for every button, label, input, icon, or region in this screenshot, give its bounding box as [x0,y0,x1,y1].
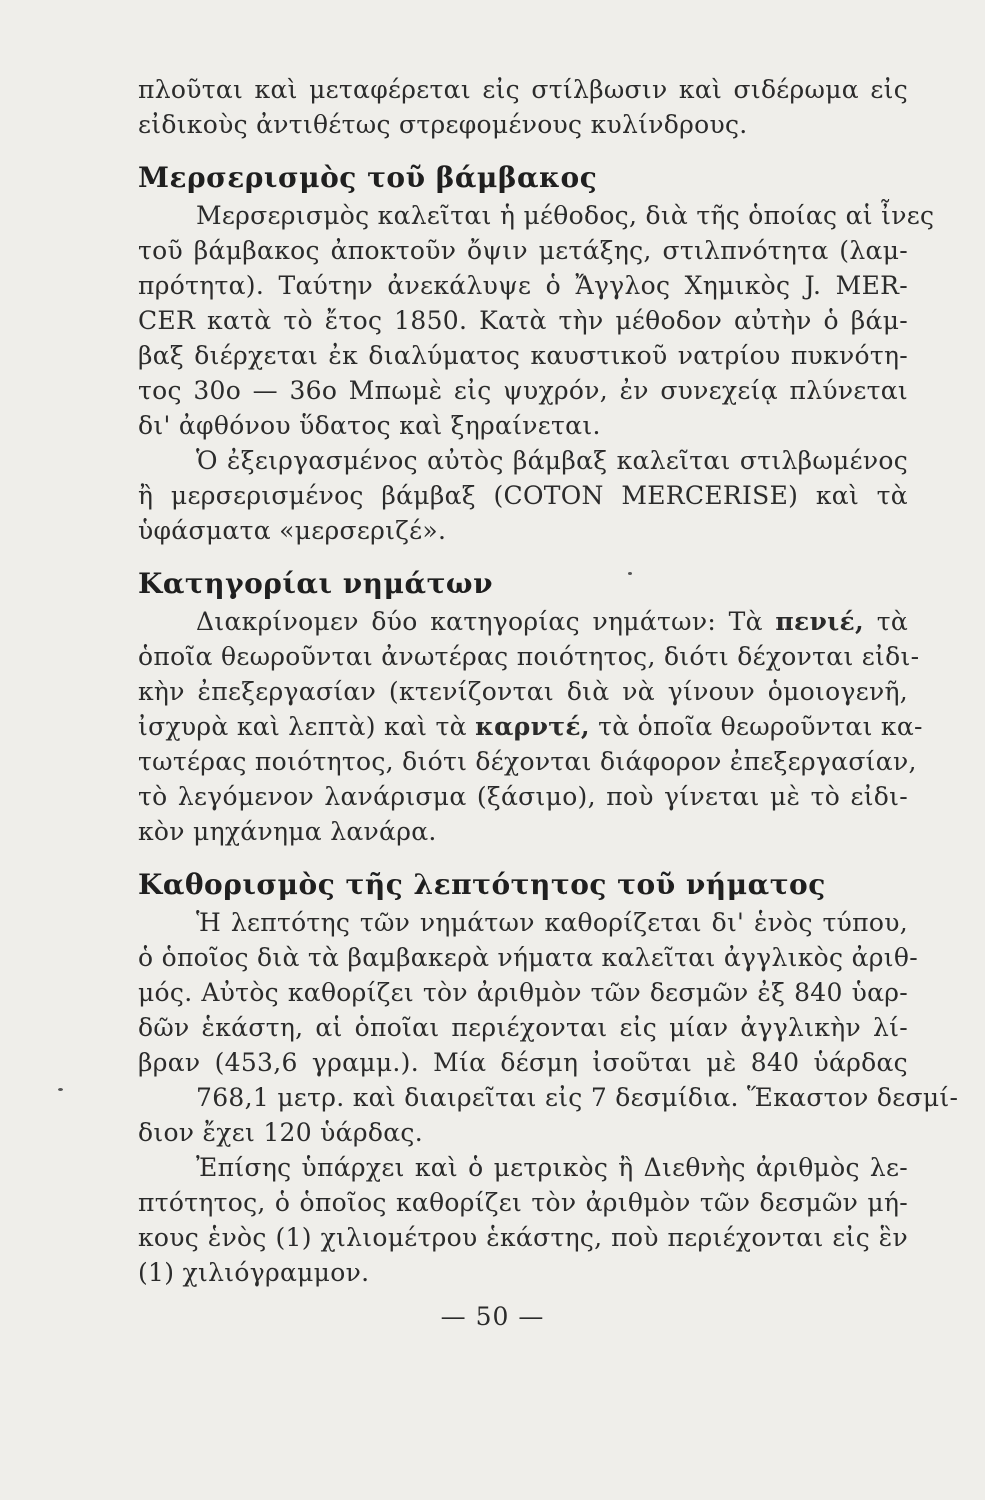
page-body [138,72,959,1290]
text-line: Ὁ ἐξειργασμένος αὐτὸς βάμβαξ καλεῖται στιλβωμένος [196,446,908,475]
text-fragment: Διακρίνομεν δύο κατηγορίας νημάτων: Τὰ [196,607,763,636]
text-line: ἢ μερσερισμένος βάμβαξ (COTON MERCERISE) καὶ τὰ [138,481,908,510]
text-line: δι' ἀφθόνου ὕδατος καὶ ξηραίνεται. [138,411,601,440]
page-number: — 50 — [440,1302,545,1331]
text-line: Ἡ λεπτότης τῶν νημάτων καθορίζεται δι' ἑνὸς τύπου, [196,908,908,937]
text-line: πλοῦται καὶ μεταφέρεται εἰς στίλβωσιν καὶ σιδέρωμα εἰς [138,75,908,104]
text-line: τωτέρας ποιότητος, διότι δέχονται διάφορον ἐπεξεργασίαν, [138,747,917,776]
text-line: Μερσερισμὸς καλεῖται ἡ μέθοδος, διὰ τῆς ὁποίας αἱ ἶνες [196,201,935,230]
text-line: κους ἑνὸς (1) χιλιομέτρου ἑκάστης, ποὺ περιέχονται εἰς ἓν [138,1223,908,1252]
text-line: CER κατὰ τὸ ἔτος 1850. Κατὰ τὴν μέθοδον αὐτὴν ὁ βάμ- [138,306,908,335]
paragraph-metric-count [138,1150,908,1290]
text-line: 768,1 μετρ. καὶ διαιρεῖται εἰς 7 δεσμίδια. Ἕκαστον δεσμί- [196,1083,959,1112]
text-line: τος 30ο — 36ο Μπωμὲ εἰς ψυχρόν, ἐν συνεχείᾳ πλύνεται [138,376,908,405]
term-karnte: καρντέ, [475,712,590,741]
text-line: ὑφάσματα «μερσεριζέ». [138,516,447,545]
text-line: πτότητος, ὁ ὁποῖος καθορίζει τὸν ἀριθμὸν τῶν δεσμῶν μή- [138,1188,908,1217]
text-line: βραν (453,6 γραμμ.). Μία δέσμη ἰσοῦται μὲ 840 ὑάρδας [138,1048,908,1077]
text-line: Ἐπίσης ὑπάρχει καὶ ὁ μετρικὸς ἢ Διεθνὴς ἀριθμὸς λε- [196,1153,908,1182]
term-penie: πενιέ, [775,607,865,636]
section-heading-mercerization: Μερσερισμὸς τοῦ βάμβακος [138,161,598,194]
text-line: δῶν ἑκάστη, αἱ ὁποῖαι περιέχονται εἰς μίαν ἀγγλικὴν λί- [138,1013,908,1042]
text-line: μός. Αὐτὸς καθορίζει τὸν ἀριθμὸν τῶν δεσμῶν ἐξ 840 ὑαρ- [138,978,908,1007]
text-line: βαξ διέρχεται ἐκ διαλύματος καυστικοῦ νατρίου πυκνότη- [138,341,908,370]
paragraph-yarn-categories [138,604,923,849]
text-line: τοῦ βάμβακος ἀποκτοῦν ὄψιν μετάξης, στιλπνότητα (λαμ- [138,236,908,265]
text-line: (1) χιλιόγραμμον. [138,1258,370,1287]
continuation-paragraph [138,72,908,142]
text-line: διον ἔχει 120 ὑάρδας. [138,1118,423,1147]
text-line [138,709,923,744]
text-line: κὸν μηχάνημα λανάρα. [138,817,437,846]
paragraph-mercerized-cotton [138,443,908,548]
text-fragment: τὰ [876,607,909,636]
text-line: τὸ λεγόμενον λανάρισμα (ξάσιμο), ποὺ γίνεται μὲ τὸ εἰδι- [138,782,908,811]
text-line: κὴν ἐπεξεργασίαν (κτενίζονται διὰ νὰ γίνουν ὁμοιογενῆ, [138,677,908,706]
text-line: ὁποῖα θεωροῦνται ἀνωτέρας ποιότητος, διότι δέχονται εἰδι- [138,642,920,671]
scan-speck [58,1088,63,1091]
text-line [138,604,908,639]
text-line: ὁ ὁποῖος διὰ τὰ βαμβακερὰ νήματα καλεῖται ἀγγλικὸς ἀριθ- [138,943,918,972]
text-fragment: ἰσχυρὰ καὶ λεπτὰ) καὶ τὰ [138,712,467,741]
text-fragment: τὰ ὁποῖα θεωροῦνται κα- [598,712,923,741]
text-line: εἰδικοὺς ἀντιθέτως στρεφομένους κυλίνδρους. [138,110,748,139]
text-line: πρότητα). Ταύτην ἀνεκάλυψε ὁ Ἄγγλος Χημικὸς J. MER- [138,271,908,300]
paragraph-english-count [138,905,959,1150]
scan-speck [628,572,632,575]
section-heading-yarn-categories: Κατηγορίαι νημάτων [138,567,494,600]
section-heading-yarn-fineness: Καθορισμὸς τῆς λεπτότητος τοῦ νήματος [138,868,826,901]
paragraph-mercerization [138,198,935,443]
